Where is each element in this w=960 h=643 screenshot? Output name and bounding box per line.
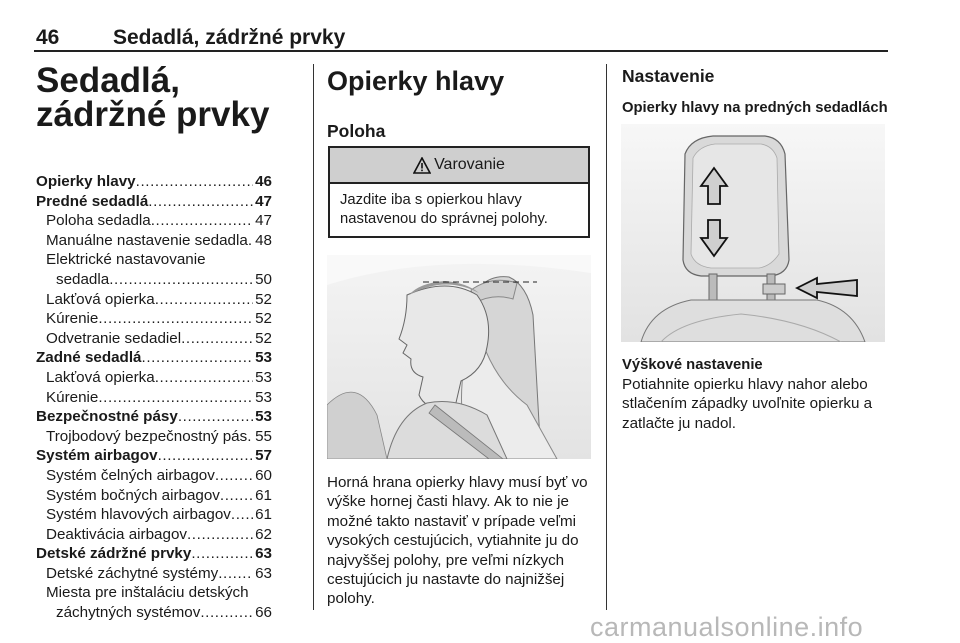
toc-leader-dots: [158, 446, 254, 466]
warning-triangle-icon: [413, 157, 431, 174]
toc-leader-dots: [155, 368, 253, 388]
height-adjustment-text: Potiahnite opierku hlavy nahor alebo stlačením západky uvoľnite opierku a zatlačte ju nadol.: [622, 376, 873, 432]
toc-entry-label: Kúrenie: [46, 310, 99, 328]
toc-entry[interactable]: [36, 388, 272, 408]
toc-entry[interactable]: [36, 329, 272, 349]
toc-leader-dots: [98, 309, 253, 329]
toc-entry[interactable]: [36, 583, 272, 603]
toc-entry-page: 63: [255, 545, 272, 563]
toc-entry-page: 61: [255, 486, 272, 504]
toc-entry-page: 52: [255, 310, 272, 328]
watermark: carmanualsonline.info: [590, 612, 864, 642]
toc-entry-page: 53: [255, 408, 272, 426]
toc-leader-dots: [136, 172, 253, 192]
toc-leader-dots: [178, 407, 253, 427]
toc-leader-dots: [148, 192, 253, 212]
toc-leader-dots: [109, 270, 253, 290]
toc-leader-dots: [187, 525, 253, 545]
toc-entry-page: 46: [255, 173, 272, 190]
front-headrest-subheading: Opierky hlavy na predných sedadlách: [622, 100, 888, 116]
warning-header: [330, 148, 588, 184]
toc-entry-label: Lakťová opierka: [46, 290, 155, 308]
section-title: Opierky hlavy: [327, 66, 505, 96]
toc-entry-page: 52: [255, 329, 272, 347]
toc-entry[interactable]: [36, 250, 272, 270]
chapter-title: Sedadlá, zádržné prvky: [36, 61, 270, 134]
toc-entry-page: 48: [255, 231, 272, 249]
toc-entry[interactable]: [36, 407, 272, 427]
toc-entry-label: Trojbodový bezpečnostný pás: [46, 427, 248, 445]
toc-leader-dots: [155, 290, 253, 310]
toc-leader-dots: [220, 486, 253, 506]
toc-entry[interactable]: [36, 231, 272, 251]
toc-entry[interactable]: [36, 192, 272, 212]
toc-entry[interactable]: [36, 446, 272, 466]
toc-entry[interactable]: [36, 368, 272, 388]
toc-entry[interactable]: [36, 486, 272, 506]
toc-entry-page: 57: [255, 447, 272, 465]
toc-entry-page: 62: [255, 525, 272, 543]
toc-entry-page: 61: [255, 506, 272, 524]
toc-leader-dots: [181, 329, 253, 349]
toc-leader-dots: [98, 388, 253, 408]
toc-entry-label: Manuálne nastavenie sedadla: [46, 231, 248, 249]
toc-entry-label: Detské zádržné prvky: [36, 545, 192, 563]
toc-entry[interactable]: [36, 290, 272, 310]
toc-entry[interactable]: [36, 544, 272, 564]
toc-entry-page: 63: [255, 564, 272, 582]
toc-entry-label: Lakťová opierka: [46, 368, 155, 386]
height-adjustment-heading: Výškové nastavenie: [622, 357, 763, 373]
toc-entry-label: Deaktivácia airbagov: [46, 525, 187, 543]
toc-entry-label: Zadné sedadlá: [36, 349, 142, 367]
toc-entry[interactable]: [36, 505, 272, 525]
column-divider-2: [606, 64, 607, 610]
warning-box: [328, 146, 590, 238]
toc-entry-page: 52: [255, 290, 272, 308]
toc-entry-label: Predné sedadlá: [36, 192, 149, 210]
toc-entry-page: 66: [255, 604, 272, 622]
toc-entry-page: 50: [255, 270, 272, 288]
toc-entry[interactable]: [36, 525, 272, 545]
toc-entry[interactable]: [36, 603, 272, 623]
table-of-contents: [36, 172, 272, 623]
toc-entry[interactable]: [36, 309, 272, 329]
toc-leader-dots: [200, 603, 253, 623]
toc-entry-label: sedadla: [56, 270, 110, 288]
adjustment-heading: Nastavenie: [622, 66, 715, 86]
toc-entry[interactable]: [36, 172, 272, 192]
toc-entry-label: Systém hlavových airbagov: [46, 506, 231, 524]
toc-entry-page: 55: [255, 427, 272, 445]
toc-entry-label: Kúrenie: [46, 388, 99, 406]
toc-entry-page: 53: [255, 388, 272, 406]
toc-entry-page: 53: [255, 349, 272, 367]
subsection-title: Poloha: [327, 121, 386, 141]
toc-leader-dots: [215, 466, 253, 486]
toc-entry-label: Opierky hlavy: [36, 173, 136, 190]
toc-entry-page: 60: [255, 466, 272, 484]
toc-entry-label: záchytných systémov: [56, 604, 201, 622]
toc-entry-page: 47: [255, 192, 272, 210]
header-rule: [34, 50, 888, 52]
toc-entry[interactable]: [36, 348, 272, 368]
toc-entry-page: 47: [255, 212, 272, 230]
warning-heading: Varovanie: [434, 156, 505, 173]
toc-entry-label: Systém airbagov: [36, 447, 158, 465]
toc-entry[interactable]: [36, 427, 272, 447]
toc-entry-label: Poloha sedadla: [46, 212, 151, 230]
toc-entry-label: Detské záchytné systémy: [46, 564, 219, 582]
toc-leader-dots: [231, 505, 253, 525]
toc-entry-label: Miesta pre inštaláciu detských: [46, 584, 249, 602]
toc-entry-label: Bezpečnostné pásy: [36, 408, 178, 426]
toc-entry-label: Systém bočných airbagov: [46, 486, 220, 504]
toc-entry-label: Odvetranie sedadiel: [46, 329, 182, 347]
toc-entry[interactable]: [36, 564, 272, 584]
column-divider-1: [313, 64, 314, 610]
headrest-height-text: Horná hrana opierky hlavy musí byť vo výške hornej časti hlavy. Ak to nie je možné takto nastaviť v prípade veľmi vysokých cestujúcich, vytiahnite ju do najvyššej polohy, pre veľmi nízkych cestujúcich ju nastavte do najnižšej polohy.: [327, 474, 588, 608]
toc-entry-page: 53: [255, 368, 272, 386]
toc-leader-dots: [142, 348, 254, 368]
toc-leader-dots: [218, 564, 253, 584]
toc-entry[interactable]: [36, 466, 272, 486]
headrest-position-illustration: [327, 255, 591, 459]
toc-entry[interactable]: [36, 211, 272, 231]
headrest-adjustment-illustration: [621, 124, 885, 342]
page-number: 46: [36, 26, 60, 49]
running-title: Sedadlá, zádržné prvky: [113, 26, 346, 49]
toc-entry[interactable]: [36, 270, 272, 290]
warning-text: Jazdite iba s opierkou hlavy nastavenou do správnej polohy.: [340, 192, 548, 227]
toc-leader-dots: [151, 211, 253, 231]
toc-leader-dots: [191, 544, 253, 564]
toc-entry-label: Systém čelných airbagov: [46, 466, 215, 484]
toc-entry-label: Elektrické nastavovanie: [46, 251, 206, 269]
